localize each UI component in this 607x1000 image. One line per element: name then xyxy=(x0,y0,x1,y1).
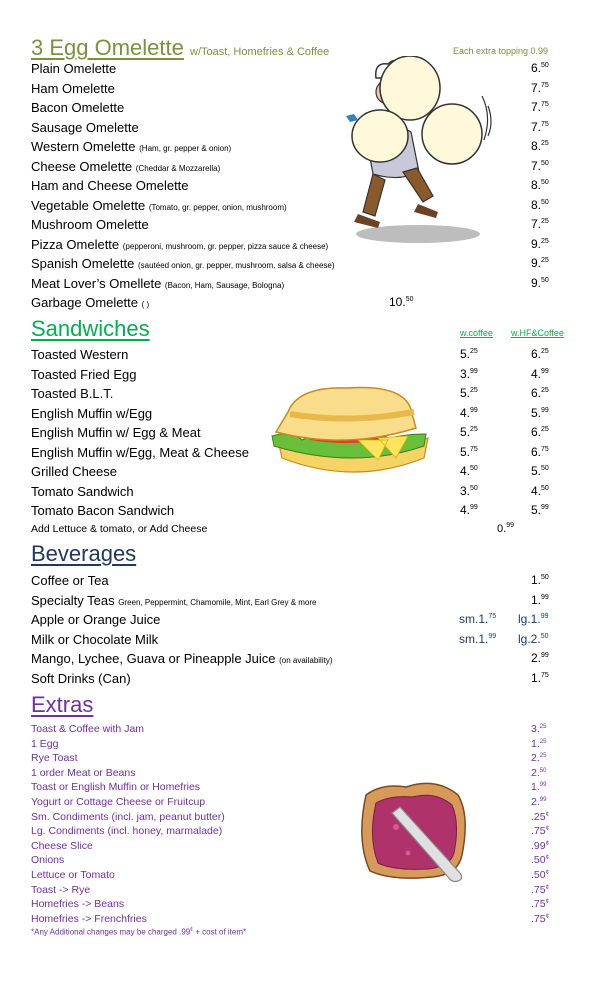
extras-name: Homefries -> Frenchfries xyxy=(31,912,147,925)
beverage-name: Apple or Orange Juice xyxy=(31,612,161,627)
extras-price: 1.99 xyxy=(531,781,547,794)
sandwich-row xyxy=(31,345,551,364)
extras-name: Homefries -> Beans xyxy=(31,898,125,911)
omelette-price: 8.50 xyxy=(531,178,549,192)
extras-row xyxy=(31,912,551,927)
sandwiches-title-line xyxy=(31,316,150,342)
omelette-row xyxy=(31,293,551,312)
beverage-price-small: sm.1.99 xyxy=(459,631,497,646)
extras-title: Extras xyxy=(31,692,94,717)
omelette-name: Ham and Cheese Omelette xyxy=(31,178,189,193)
extras-name: Lettuce or Tomato xyxy=(31,869,115,881)
sandwich-price-hf-coffee: 5.99 xyxy=(531,405,549,420)
extras-price: .75¢ xyxy=(531,883,549,896)
sandwich-price-coffee: 5.75 xyxy=(460,444,478,459)
sandwich-price-coffee: 3.50 xyxy=(460,483,478,498)
beverage-price: 1.50 xyxy=(531,573,549,587)
beverage-price-small: sm.1.75 xyxy=(459,612,497,626)
sandwich-price-hf-coffee: 6.75 xyxy=(531,444,549,459)
beverage-row xyxy=(31,610,551,629)
sandwich-addon-row xyxy=(31,520,551,539)
extras-title-line xyxy=(31,692,93,718)
omelette-row xyxy=(31,254,551,273)
omelette-price: 8.25 xyxy=(531,139,549,153)
sandwich-price-coffee: 4.99 xyxy=(460,405,478,420)
egg-left xyxy=(352,110,408,162)
omelette-detail: (sautéed onion, gr. pepper, mushroom, salsa & cheese) xyxy=(137,261,335,270)
beverage-price: 1.75 xyxy=(531,670,549,685)
beverage-row xyxy=(31,630,551,649)
omelette-name: Vegetable Omelette (Tomato, gr. pepper, onion, mushroom) xyxy=(31,197,287,213)
beverage-detail: Green, Peppermint, Chamomile, Mint, Earl Grey & more xyxy=(118,597,317,607)
omelette-price: 7.25 xyxy=(531,217,549,231)
extras-name: Toast or English Muffin or Homefries xyxy=(31,781,201,794)
toast-with-jam-illustration xyxy=(352,777,474,889)
beverage-row xyxy=(31,591,551,610)
omelette-name: Mushroom Omelette xyxy=(31,217,149,232)
omelette-price: 7.75 xyxy=(531,80,549,95)
chef-glove xyxy=(346,114,358,122)
extras-price: 2.99 xyxy=(531,796,547,808)
omelette-price: 9.50 xyxy=(531,275,549,290)
extras-row xyxy=(31,722,551,737)
sandwich-name: English Muffin w/Egg xyxy=(31,405,153,421)
sandwiches-title: Sandwiches xyxy=(31,316,150,341)
omelette-name: Pizza Omelette (pepperoni, mushroom, gr. pepper, pizza sauce & cheese) xyxy=(31,236,329,252)
col-head-hf-coffee: w.HF&Coffee xyxy=(511,328,564,338)
beverage-price-large: lg.2.50 xyxy=(518,631,549,646)
omelette-price: 8.50 xyxy=(531,197,549,212)
extras-price: .50¢ xyxy=(531,854,549,867)
omelette-detail: (pepperoni, mushroom, gr. pepper, pizza sauce & cheese) xyxy=(122,241,329,251)
omelette-detail: (Bacon, Ham, Sausage, Bologna) xyxy=(164,280,285,290)
omelette-subtitle: w/Toast, Homefries & Coffee xyxy=(190,46,330,58)
sandwich-name: Tomato Sandwich xyxy=(31,483,134,499)
omelette-name: Ham Omelette xyxy=(31,80,115,96)
omelette-name: Bacon Omelette xyxy=(31,100,125,115)
sandwich-price-coffee: 4.50 xyxy=(460,464,478,478)
sandwich-price-hf-coffee: 4.50 xyxy=(531,483,549,498)
beverage-price-large: lg.1.99 xyxy=(518,612,549,626)
omelette-name: Spanish Omelette (sautéed onion, gr. pepper, mushroom, salsa & cheese) xyxy=(31,256,335,271)
beverage-detail: (on availability) xyxy=(279,656,333,665)
extras-price: .75¢ xyxy=(531,912,549,925)
beverages-title-line xyxy=(31,541,136,567)
extras-price: 2.50 xyxy=(531,766,547,779)
extras-row xyxy=(31,897,551,912)
sandwich-illustration xyxy=(268,382,432,480)
sandwich-name: Toasted B.L.T. xyxy=(31,386,114,401)
sandwich-price-coffee: 5.25 xyxy=(460,386,478,400)
sandwich-name: Grilled Cheese xyxy=(31,464,117,479)
omelette-name: Sausage Omelette xyxy=(31,119,139,135)
egg-top xyxy=(380,56,440,120)
sandwich-price-coffee: 5.25 xyxy=(460,347,478,361)
motion-lines xyxy=(482,96,491,140)
omelette-price: 6.50 xyxy=(531,61,549,75)
omelette-detail: (Cheddar & Mozzarella) xyxy=(135,163,221,173)
omelette-name: Meat Lover’s Omellete (Bacon, Ham, Sausage, Bologna) xyxy=(31,275,285,291)
sandwich-price-hf-coffee: 6.25 xyxy=(531,425,549,439)
beverage-name: Specialty Teas Green, Peppermint, Chamomile, Mint, Earl Grey & more xyxy=(31,592,317,608)
extras-name: Sm. Condiments (incl. jam, peanut butter) xyxy=(31,810,225,823)
sandwich-name: English Muffin w/ Egg & Meat xyxy=(31,425,201,440)
omelette-name: Cheese Omelette (Cheddar & Mozzarella) xyxy=(31,158,221,174)
omelette-price: 10.50 xyxy=(389,295,414,309)
omelette-price: 7.75 xyxy=(531,119,549,134)
jam-seed xyxy=(393,824,399,830)
chef-juggling-eggs-illustration xyxy=(318,56,498,246)
omelette-detail: (Tomato, gr. pepper, onion, mushroom) xyxy=(148,202,287,212)
omelette-name: Western Omelette (Ham, gr. pepper & onion) xyxy=(31,139,232,154)
extras-price: .50¢ xyxy=(531,869,549,881)
extras-name: Lg. Condiments (incl. honey, marmalade) xyxy=(31,825,223,838)
beverage-row xyxy=(31,649,551,668)
extras-price: 2.25 xyxy=(531,752,547,765)
sandwich-row xyxy=(31,482,551,501)
extras-name: Yogurt or Cottage Cheese or Fruitcup xyxy=(31,796,206,808)
sandwich-name: English Muffin w/Egg, Meat & Cheese xyxy=(31,444,249,460)
extras-name: Toast -> Rye xyxy=(31,883,91,896)
beverage-name: Mango, Lychee, Guava or Pineapple Juice (on availability) xyxy=(31,651,333,666)
omelette-price: 7.75 xyxy=(531,100,549,114)
sandwich-price-coffee: 3.99 xyxy=(460,366,478,381)
sandwich-name: Toasted Fried Egg xyxy=(31,366,137,382)
sandwich-row xyxy=(31,501,551,520)
sandwich-price-coffee: 4.99 xyxy=(460,503,478,517)
omelette-price: 7.50 xyxy=(531,158,549,173)
sandwich-price-hf-coffee: 6.25 xyxy=(531,386,549,400)
beverage-row xyxy=(31,571,551,590)
beverage-row xyxy=(31,669,551,688)
omelette-name: Garbage Omelette ( ) xyxy=(31,295,150,310)
extras-name: Onions xyxy=(31,854,65,867)
sandwich-price-hf-coffee: 5.50 xyxy=(531,464,549,478)
sandwich-name: Toasted Western xyxy=(31,347,129,362)
sandwich-price-hf-coffee: 6.25 xyxy=(531,347,549,361)
extras-name: Rye Toast xyxy=(31,752,78,765)
extras-name: 1 order Meat or Beans xyxy=(31,766,136,779)
omelette-detail: (Ham, gr. pepper & onion) xyxy=(139,144,232,153)
beverages-title: Beverages xyxy=(31,541,137,566)
extras-footnote: *Any Additional changes may be charged .99¢ + cost of item* xyxy=(31,927,247,937)
extras-row xyxy=(31,751,551,766)
extras-price: .25¢ xyxy=(531,810,549,823)
addon-name: Add Lettuce & tomato, or Add Cheese xyxy=(31,523,208,535)
extras-price: 1.25 xyxy=(531,737,547,750)
sandwich-price-hf-coffee: 4.99 xyxy=(531,366,549,381)
omelette-name: Plain Omelette xyxy=(31,61,117,76)
extras-name: Toast & Coffee with Jam xyxy=(31,723,145,735)
beverage-price: 2.99 xyxy=(531,651,549,665)
beverage-name: Soft Drinks (Can) xyxy=(31,670,131,686)
beverage-price: 1.99 xyxy=(531,592,549,607)
omelette-detail: ( ) xyxy=(141,300,150,309)
extras-name: 1 Egg xyxy=(31,737,59,750)
omelette-title: 3 Egg Omelette xyxy=(31,35,184,60)
extras-row xyxy=(31,737,551,752)
chef-shadow xyxy=(356,225,480,243)
omelette-topping-note: Each extra topping 0.99 xyxy=(453,46,549,56)
egg-right xyxy=(422,104,482,164)
extras-name: Cheese Slice xyxy=(31,839,93,852)
omelette-price: 9.25 xyxy=(531,236,549,251)
addon-price: 0.99 xyxy=(497,522,514,535)
extras-price: .99¢ xyxy=(531,839,549,852)
sandwich-row xyxy=(31,365,551,384)
sandwich-price-hf-coffee: 5.99 xyxy=(531,503,549,517)
omelette-price: 9.25 xyxy=(531,256,549,270)
extras-price: 3.25 xyxy=(531,723,547,735)
extras-price: .75¢ xyxy=(531,825,549,838)
sandwich-name: Tomato Bacon Sandwich xyxy=(31,503,175,518)
beverage-name: Milk or Chocolate Milk xyxy=(31,631,159,647)
beverage-name: Coffee or Tea xyxy=(31,573,109,588)
omelette-row xyxy=(31,274,551,293)
jam-seed xyxy=(406,851,411,856)
sandwich-price-coffee: 5.25 xyxy=(460,425,478,439)
extras-price: .75¢ xyxy=(531,898,549,911)
col-head-coffee: w.coffee xyxy=(460,328,493,338)
